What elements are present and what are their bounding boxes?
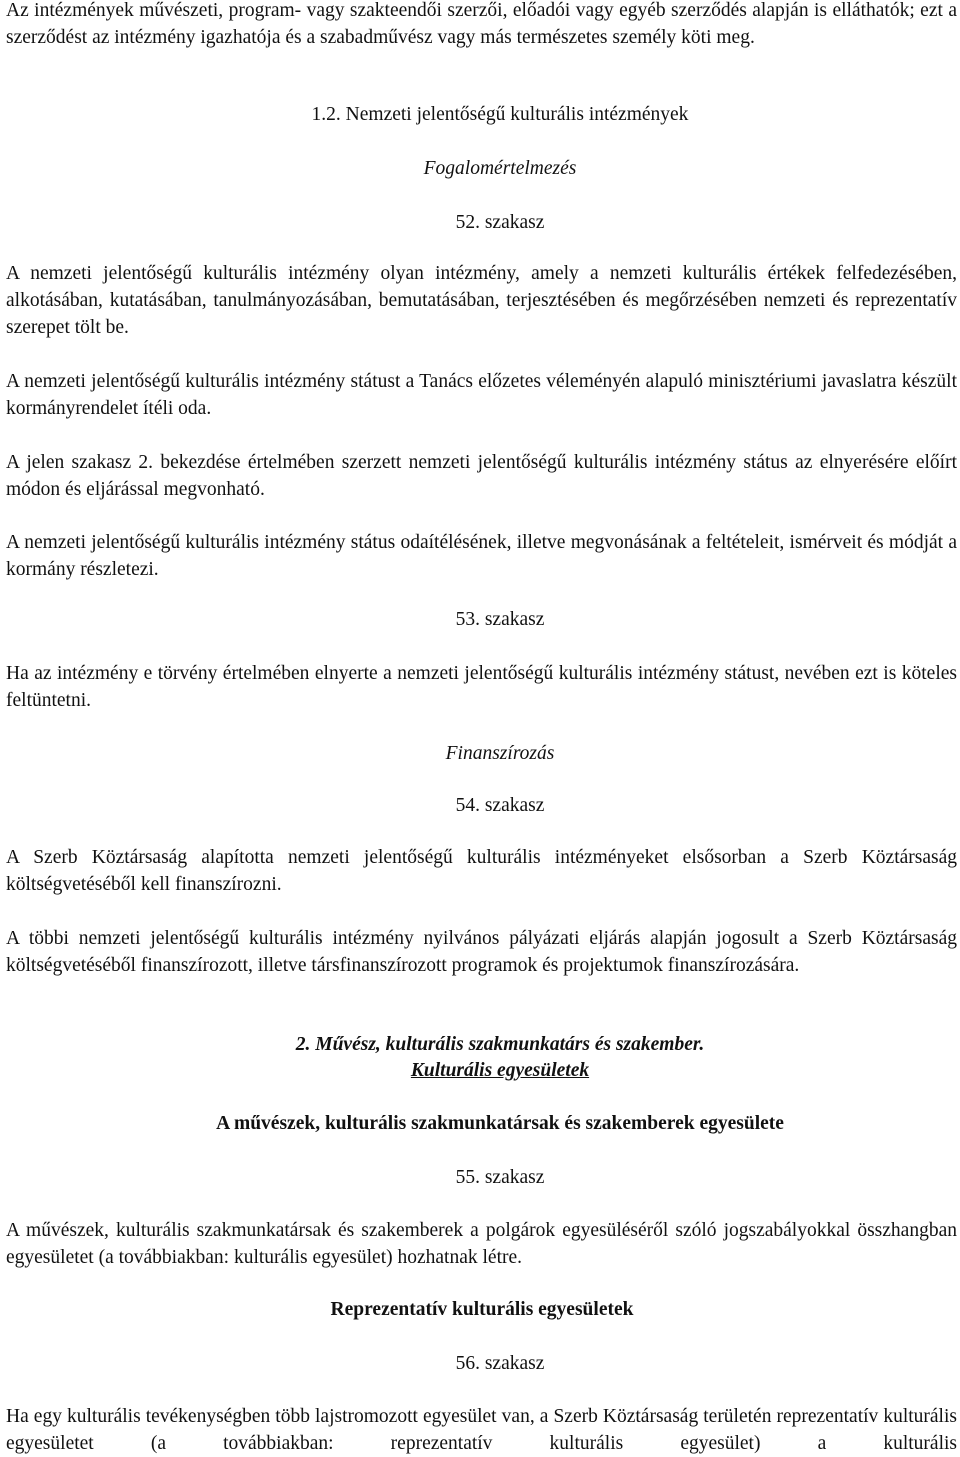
section-53-title: 53. szakasz bbox=[455, 609, 545, 630]
section-52-paragraph-3: A jelen szakasz 2. bekezdése értelmében szerzett nemzeti jelentőségű kulturális intézmény státus az elnyerésére előírt módon és eljárással megvonható. bbox=[6, 452, 957, 500]
section-55-paragraph-1: A művészek, kulturális szakmunkatársak és szakemberek a polgárok egyesüléséről szóló jogszabályokkal összhangban egyesületet (a továbbiakban: kulturális egyesület) hozhatnak létre. bbox=[6, 1220, 957, 1268]
section-56-paragraph-1: Ha egy kulturális tevékenységben több lajstromozott egyesület van, a Szerb Köztársaság területén reprezentatív kulturális egyesületet (a továbbiakban: reprezentatív kulturális egyesület) a kulturális bbox=[6, 1406, 957, 1454]
financing-subtitle: Finanszírozás bbox=[445, 743, 555, 764]
section-1-2-title bbox=[20, 101, 960, 128]
section-53-paragraph-1: Ha az intézmény e törvény értelmében elnyerte a nemzeti jelentőségű kulturális intézmény státust, nevében ezt is köteles feltüntetni. bbox=[6, 663, 957, 711]
section-54-paragraph-1: A Szerb Köztársaság alapította nemzeti jelentőségű kulturális intézményeket elsősorban a Szerb Köztársaság költségvetéséből kell finanszírozni. bbox=[6, 847, 957, 895]
section-52-paragraph-2: A nemzeti jelentőségű kulturális intézmény státust a Tanács előzetes véleményén alapuló minisztériumi javaslatra készült kormányrendelet ítéli oda. bbox=[6, 371, 957, 419]
association-heading: A művészek, kulturális szakmunkatársak és szakemberek egyesülete bbox=[216, 1113, 784, 1134]
section-56-title: 56. szakasz bbox=[455, 1353, 545, 1374]
section-54-paragraph-2: A többi nemzeti jelentőségű kulturális intézmény nyilvános pályázati eljárás alapján jogosult a Szerb Köztársaság költségvetéséből finanszírozott, illetve társfinanszírozott programok és projektumok finanszírozására. bbox=[6, 928, 957, 976]
section-52-paragraph-3-block bbox=[6, 449, 957, 503]
section-53-paragraph-1-block bbox=[6, 660, 957, 714]
section-52-paragraph-4: A nemzeti jelentőségű kulturális intézmény státus odaítélésének, illetve megvonásának a feltételeit, ismérveit és módját a kormány részletezi. bbox=[6, 532, 957, 580]
definition-subtitle: Fogalomértelmezés bbox=[423, 158, 577, 179]
section-54-paragraph-1-block bbox=[6, 844, 957, 898]
section-1-2-title-text: 1.2. Nemzeti jelentőségű kulturális intézmények bbox=[311, 104, 689, 125]
section-52-paragraph-1-block bbox=[6, 260, 957, 341]
section-54-title: 54. szakasz bbox=[455, 795, 545, 816]
section-55-paragraph-1-block bbox=[6, 1217, 957, 1271]
chapter-2-title: 2. Művész, kulturális szakmunkatárs és szakember. bbox=[295, 1034, 705, 1055]
chapter-2-subtitle: Kulturális egyesületek bbox=[410, 1060, 590, 1081]
intro-paragraph: Az intézmények művészeti, program- vagy szakteendői szerzői, előadói vagy egyéb szerződés alapján is elláthatók; ezt a szerződést az intézmény igazhatója és a szabadművész vagy más természetes személy köti meg. bbox=[6, 0, 957, 48]
section-55-title: 55. szakasz bbox=[455, 1167, 545, 1188]
section-52-paragraph-4-block bbox=[6, 529, 957, 583]
section-56-paragraph-1-block bbox=[6, 1403, 957, 1457]
section-52-paragraph-2-block bbox=[6, 368, 957, 422]
section-52-paragraph-1: A nemzeti jelentőségű kulturális intézmény olyan intézmény, amely a nemzeti kulturális értékek felfedezésében, alkotásában, kutatásában, tanulmányozásában, bemutatásában, terjesztésében és megőrzésében nemzeti és reprezentatív szerepet tölt be. bbox=[6, 263, 957, 338]
section-54-paragraph-2-block bbox=[6, 925, 957, 979]
section-52-title: 52. szakasz bbox=[455, 212, 545, 233]
intro-block bbox=[6, 0, 957, 51]
representative-heading: Reprezentatív kulturális egyesületek bbox=[330, 1299, 634, 1320]
